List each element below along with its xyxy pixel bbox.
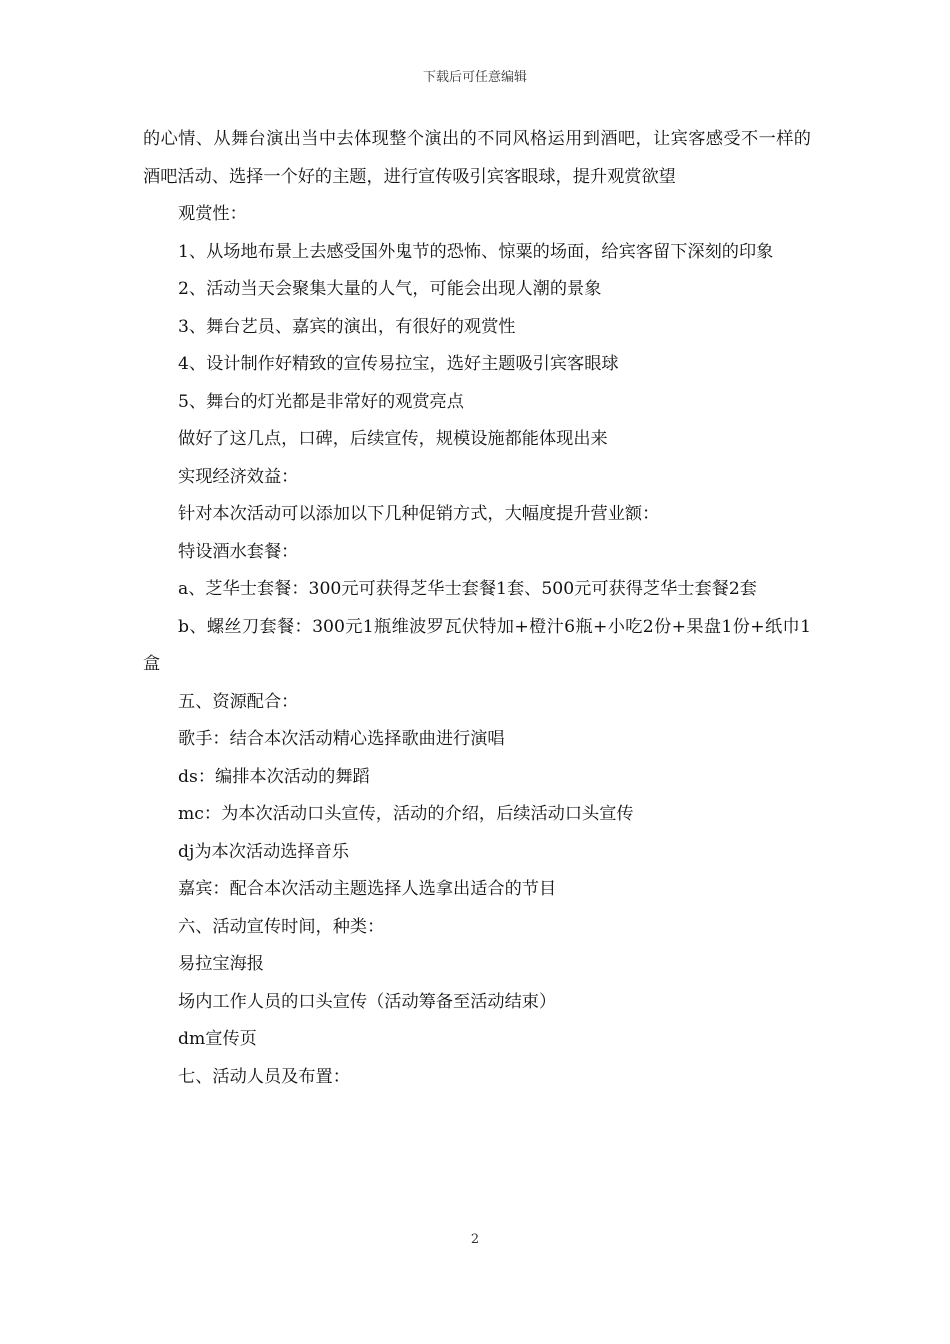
list-item: 3、舞台艺员、嘉宾的演出，有很好的观赏性	[178, 316, 516, 337]
section-heading: 七、活动人员及布置：	[178, 1066, 350, 1087]
list-item: 1、从场地布景上去感受国外鬼节的恐怖、惊粟的场面，给宾客留下深刻的印象	[178, 241, 774, 262]
paragraph: 针对本次活动可以添加以下几种促销方式，大幅度提升营业额：	[178, 504, 660, 524]
section-heading: 特设酒水套餐：	[178, 541, 299, 562]
paragraph: dj为本次活动选择音乐	[178, 841, 350, 862]
list-item: 5、舞台的灯光都是非常好的观赏亮点	[178, 391, 464, 412]
section-heading: 实现经济效益：	[178, 466, 299, 487]
paragraph: mc：为本次活动口头宣传，活动的介绍，后续活动口头宣传	[178, 804, 634, 824]
list-item: 4、设计制作好精致的宣传易拉宝，选好主题吸引宾客眼球	[178, 354, 619, 374]
paragraph: 的心情、从舞台演出当中去体现整个演出的不同风格运用到酒吧，让宾客感受不一样的酒吧活动、选择一个好的主题，进行宣传吸引宾客眼球，提升观赏欲望	[143, 129, 811, 187]
list-item: 2、活动当天会聚集大量的人气，可能会出现人潮的景象	[178, 279, 602, 299]
section-heading: 六、活动宣传时间，种类：	[178, 916, 385, 937]
section-heading: 五、资源配合：	[178, 691, 299, 712]
list-item: a、芝华士套餐：300元可获得芝华士套餐1套、500元可获得芝华士套餐2套	[178, 579, 757, 599]
paragraph: 场内工作人员的口头宣传（活动筹备至活动结束）	[178, 991, 557, 1012]
list-item: b、螺丝刀套餐：300元1瓶维波罗瓦伏特加+橙汁6瓶+小吃2份+果盘1份+纸巾1盒	[143, 616, 811, 674]
paragraph: ds：编排本次活动的舞蹈	[178, 766, 370, 787]
document-body	[143, 121, 811, 1096]
page-header: 下载后可任意编辑	[422, 70, 527, 85]
paragraph: 做好了这几点，口碑，后续宣传，规模设施都能体现出来	[178, 429, 608, 449]
page-number: 2	[470, 1232, 480, 1247]
paragraph: 易拉宝海报	[178, 954, 264, 974]
paragraph: 嘉宾：配合本次活动主题选择人选拿出适合的节目	[178, 879, 557, 899]
paragraph: 歌手：结合本次活动精心选择歌曲进行演唱	[178, 729, 505, 749]
section-heading: 观赏性：	[178, 204, 247, 224]
paragraph: dm宣传页	[178, 1029, 257, 1049]
